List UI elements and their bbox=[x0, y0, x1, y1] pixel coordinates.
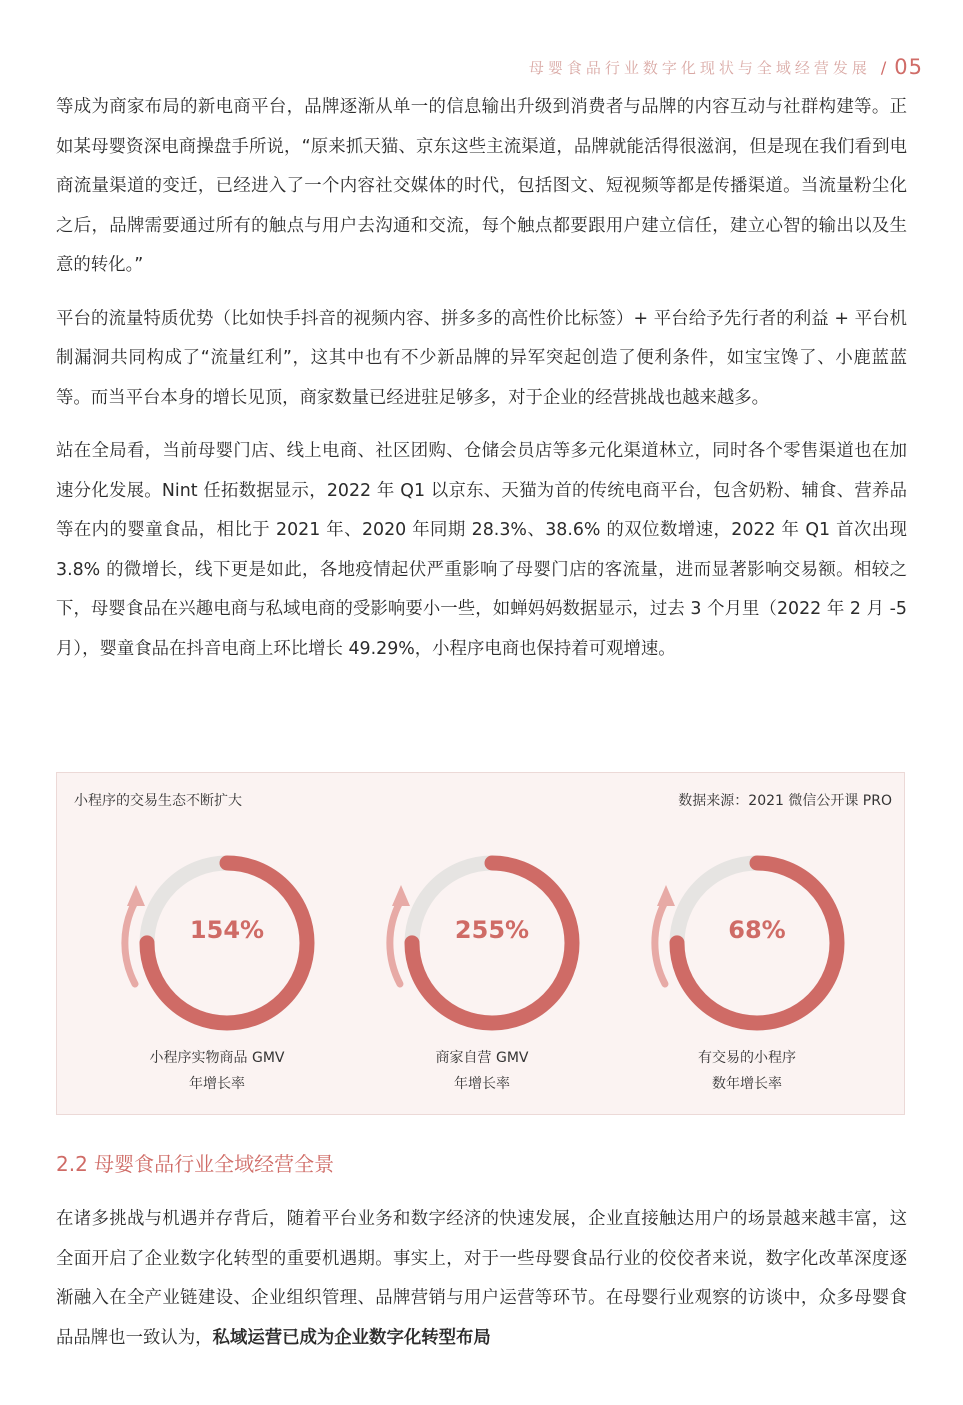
ring-stat-3 bbox=[637, 843, 857, 1043]
ring-label-3 bbox=[637, 1045, 857, 1097]
ring-stat-1 bbox=[107, 843, 327, 1043]
label-line: 数年增长率 bbox=[712, 1076, 782, 1092]
section-body bbox=[56, 1200, 907, 1372]
growth-arrow-head bbox=[127, 885, 145, 906]
paragraph-bold-text: 私域运营已成为企业数字化转型布局 bbox=[212, 1327, 491, 1348]
infobox-source: 数据来源：2021 微信公开课 PRO bbox=[678, 793, 892, 809]
growth-arrow-head bbox=[657, 885, 675, 906]
growth-arrow-head bbox=[392, 885, 410, 906]
label-line: 年增长率 bbox=[189, 1076, 245, 1092]
infobox-caption: 小程序的交易生态不断扩大 bbox=[74, 793, 242, 809]
stat-value: 255% bbox=[454, 916, 530, 944]
stat-value: 68% bbox=[728, 916, 786, 944]
page-header bbox=[529, 52, 923, 82]
header-slash: / bbox=[880, 57, 887, 77]
growth-arrow-arc bbox=[390, 902, 400, 984]
paragraph bbox=[56, 1200, 907, 1358]
label-line: 有交易的小程序 bbox=[698, 1050, 796, 1066]
growth-arrow-arc bbox=[655, 902, 665, 984]
stats-infobox bbox=[56, 772, 905, 1115]
growth-arrow-arc bbox=[125, 902, 135, 984]
ring-label-2 bbox=[372, 1045, 592, 1097]
stat-value: 154% bbox=[189, 916, 265, 944]
label-line: 小程序实物商品 GMV bbox=[149, 1050, 285, 1066]
paragraph: 等成为商家布局的新电商平台，品牌逐渐从单一的信息输出升级到消费者与品牌的内容互动与社群构建等。正如某母婴资深电商操盘手所说，“原来抓天猫、京东这些主流渠道，品牌就能活得很滋润，但是现在我们看到电商流量渠道的变迁，已经进入了一个内容社交媒体的时代，包括图文、短视频等都是传播渠道。当流量粉尘化之后，品牌需要通过所有的触点与用户去沟通和交流，每个触点都要跟用户建立信任，建立心智的输出以及生意的转化。” bbox=[56, 97, 907, 275]
paragraph-text: 在诸多挑战与机遇并存背后，随着平台业务和数字经济的快速发展，企业直接触达用户的场景越来越丰富，这全面开启了企业数字化转型的重要机遇期。事实上，对于一些母婴食品行业的佼佼者来说，数字化改革深度逐渐融入在全产业链建设、企业组织管理、品牌营销与用户运营等环节。在母婴行业观察的访谈中，众多母婴食品品牌也一致认为， bbox=[56, 1209, 907, 1348]
section-heading: 2.2 母婴食品行业全域经营全景 bbox=[56, 1152, 335, 1176]
page-number: 05 bbox=[894, 55, 923, 79]
body-text bbox=[56, 88, 907, 683]
header-title: 母婴食品行业数字化现状与全域经营发展 bbox=[528, 58, 871, 77]
label-line: 年增长率 bbox=[454, 1076, 510, 1092]
ring-stat-2 bbox=[372, 843, 592, 1043]
paragraph: 站在全局看，当前母婴门店、线上电商、社区团购、仓储会员店等多元化渠道林立，同时各个零售渠道也在加速分化发展。Nint 任拓数据显示，2022 年 Q1 以京东、天猫为首的传统电商平台，包含奶粉、辅食、营养品等在内的婴童食品，相比于 2021 年、2020 年同期 28.3%、38.6% 的双位数增速，2022 年 Q1 首次出现 3.8% 的微增长，线下更是如此，各地疫情起伏严重影响了母婴门店的客流量，进而显著影响交易额。相较之下，母婴食品在兴趣电商与私域电商的受影响要小一些，如蝉妈妈数据显示，过去 3 个月里（2022 年 2 月 -5 月），婴童食品在抖音电商上环比增长 49.29%，小程序电商也保持着可观增速。 bbox=[56, 441, 907, 659]
paragraph: 平台的流量特质优势（比如快手抖音的视频内容、拼多多的高性价比标签）+ 平台给予先行者的利益 + 平台机制漏洞共同构成了“流量红利”，这其中也有不少新品牌的异军突起创造了便利条件，如宝宝馋了、小鹿蓝蓝等。而当平台本身的增长见顶，商家数量已经进驻足够多，对于企业的经营挑战也越来越多。 bbox=[56, 308, 907, 408]
label-line: 商家自营 GMV bbox=[435, 1050, 529, 1066]
ring-label-1 bbox=[107, 1045, 327, 1097]
